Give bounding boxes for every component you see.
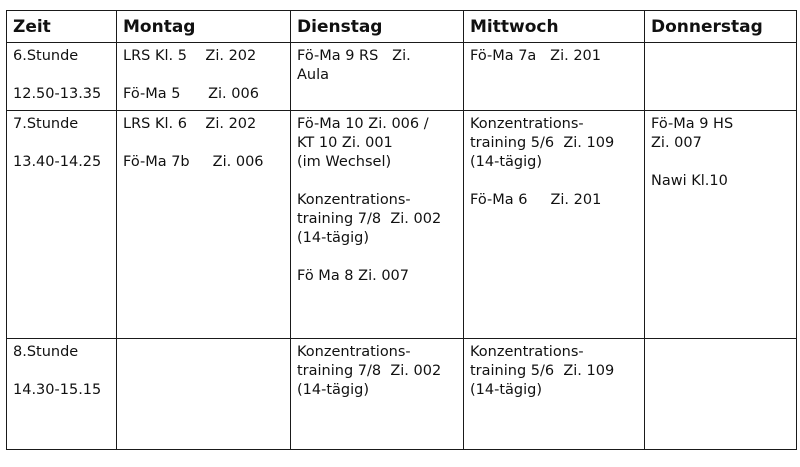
cell-line (651, 153, 796, 172)
cell-line: LRS Kl. 6 Zi. 202 (123, 115, 257, 132)
timetable (6, 10, 797, 450)
header-mittwoch: Mittwoch (464, 11, 645, 43)
cell-mittwoch (464, 43, 645, 111)
header-donnerstag: Donnerstag (645, 11, 797, 43)
cell-line: Konzentrations- (470, 115, 584, 132)
cell-line: Zi. 007 (651, 134, 702, 151)
cell-line (13, 66, 116, 85)
cell-line (123, 66, 290, 85)
cell-montag (117, 43, 291, 111)
cell-line: LRS Kl. 5 Zi. 202 (123, 48, 257, 64)
table-row (7, 43, 797, 111)
cell-line: Fö-Ma 10 Zi. 006 / (297, 115, 429, 132)
cell-line (123, 134, 290, 153)
cell-dienstag (291, 110, 464, 338)
table-row (7, 338, 797, 449)
cell-line: (14-tägig) (297, 381, 370, 398)
cell-line: Fö-Ma 7b Zi. 006 (123, 153, 264, 170)
cell-line: Fö-Ma 6 Zi. 201 (470, 191, 602, 208)
cell-line: Fö-Ma 9 HS (651, 115, 734, 132)
cell-line (297, 172, 463, 191)
cell-zeit (7, 338, 117, 449)
cell-line: 14.30-15.15 (13, 381, 102, 398)
cell-line: training 7/8 Zi. 002 (297, 362, 442, 379)
cell-line: training 7/8 Zi. 002 (297, 210, 442, 227)
cell-mittwoch (464, 338, 645, 449)
cell-line: (14-tägig) (470, 153, 543, 170)
cell-donnerstag (645, 338, 797, 449)
cell-line: Fö-Ma 7a Zi. 201 (470, 48, 601, 64)
cell-line: KT 10 Zi. 001 (297, 134, 393, 151)
cell-line: (im Wechsel) (297, 153, 392, 170)
cell-line: (14-tägig) (470, 381, 543, 398)
cell-zeit (7, 110, 117, 338)
cell-line: Konzentrations- (297, 343, 411, 360)
cell-dienstag (291, 338, 464, 449)
cell-donnerstag (645, 110, 797, 338)
cell-line: Aula (297, 67, 330, 83)
cell-line (297, 248, 463, 267)
cell-line: training 5/6 Zi. 109 (470, 362, 615, 379)
cell-line: (14-tägig) (297, 229, 370, 246)
cell-line: Nawi Kl.10 (651, 172, 728, 189)
cell-line: Fö Ma 8 Zi. 007 (297, 267, 409, 284)
cell-montag (117, 110, 291, 338)
header-dienstag: Dienstag (291, 11, 464, 43)
cell-line: 7.Stunde (13, 115, 79, 132)
cell-mittwoch (464, 110, 645, 338)
cell-dienstag (291, 43, 464, 111)
table-row (7, 110, 797, 338)
cell-line: Fö-Ma 5 Zi. 006 (123, 86, 259, 102)
cell-line: 8.Stunde (13, 343, 79, 360)
cell-line: 12.50-13.35 (13, 86, 102, 102)
header-montag: Montag (117, 11, 291, 43)
cell-line: Konzentrations- (297, 191, 411, 208)
cell-zeit (7, 43, 117, 111)
cell-line: Fö-Ma 9 RS Zi. (297, 48, 411, 64)
cell-line (13, 134, 116, 153)
cell-montag (117, 338, 291, 449)
cell-line: 13.40-14.25 (13, 153, 102, 170)
header-row (7, 11, 797, 43)
cell-line (470, 172, 644, 191)
cell-line: 6.Stunde (13, 48, 79, 64)
cell-donnerstag (645, 43, 797, 111)
cell-line: training 5/6 Zi. 109 (470, 134, 615, 151)
header-zeit: Zeit (7, 11, 117, 43)
cell-line (13, 362, 116, 381)
cell-line: Konzentrations- (470, 343, 584, 360)
